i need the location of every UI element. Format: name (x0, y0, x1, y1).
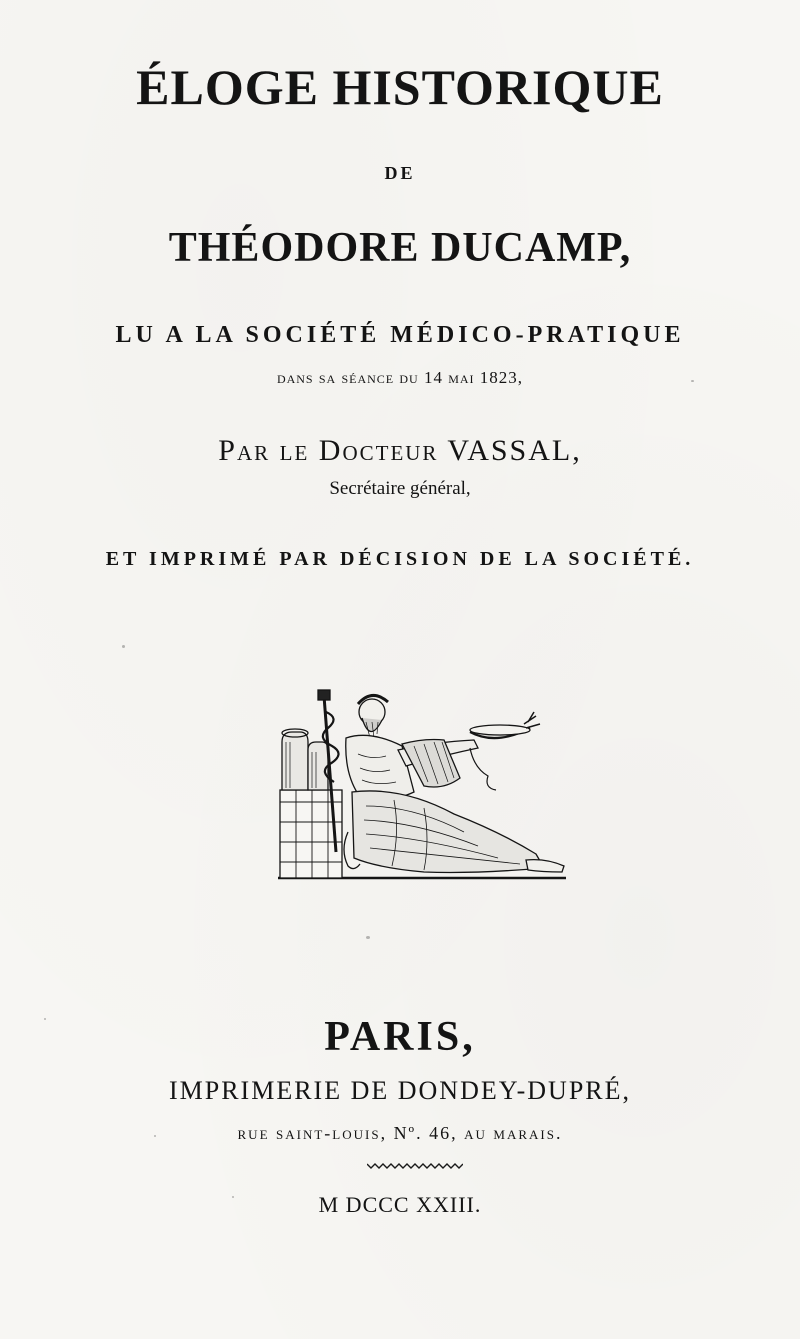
imprint-printer: IMPRIMERIE DE DONDEY-DUPRÉ, (168, 1076, 632, 1105)
imprint-year: M DCCC XXIII. (318, 1192, 482, 1217)
paper-speck (122, 645, 125, 648)
paper-speck (232, 1196, 234, 1198)
subject-name: THÉODORE DUCAMP, (168, 225, 632, 271)
paper-speck (691, 380, 694, 382)
read-at-society: LU A LA SOCIÉTÉ MÉDICO-PRATIQUE (115, 322, 685, 348)
author-line: Par le Docteur VASSAL, (218, 434, 582, 467)
book-title: ÉLOGE HISTORIQUE (136, 59, 664, 115)
paper-speck (154, 1135, 156, 1137)
paper-speck (366, 936, 370, 939)
title-preposition: DE (384, 163, 416, 183)
session-date: dans sa séance du 14 mai 1823, (276, 368, 524, 387)
ornamental-rule (367, 1162, 463, 1170)
paper-speck (44, 1018, 46, 1020)
author-role: Secrétaire général, (329, 478, 471, 499)
imprint-city: PARIS, (324, 1014, 476, 1060)
printing-note: ET IMPRIMÉ PAR DÉCISION DE LA SOCIÉTÉ. (105, 548, 695, 570)
seated-asclepius-engraving-icon (274, 682, 574, 882)
imprint-address: rue saint-louis, Nº. 46, au marais. (237, 1123, 563, 1143)
